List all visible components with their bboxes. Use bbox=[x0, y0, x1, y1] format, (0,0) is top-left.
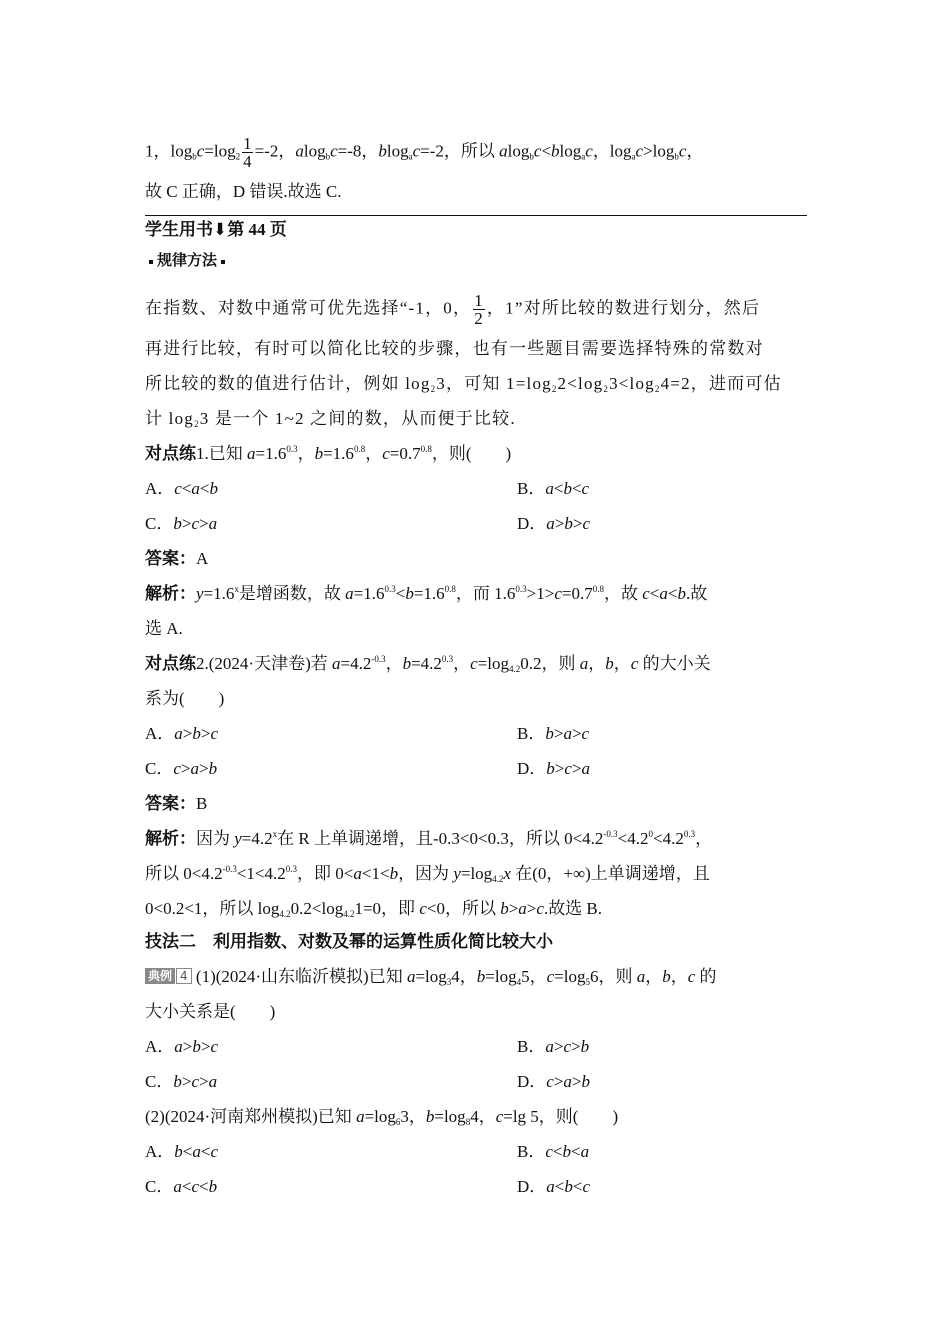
method-line1: 在指数、对数中通常可优先选择“-1，0， $\frac{1}{2}$ ，1”对所比较的数进行划分，然后 bbox=[145, 291, 761, 328]
practice1-option-d[interactable]: D．a>b>c bbox=[517, 514, 591, 533]
bullet-icon bbox=[149, 260, 153, 264]
practice2-option-c[interactable]: C．c>a>b bbox=[145, 759, 218, 778]
example4-2-option-a[interactable]: A．b<a<c bbox=[145, 1142, 219, 1161]
example4-question-line1: 典例 4 (1)(2024·山东临沂模拟)已知 $a=\log_34$，$b=\log_45$，$c=\log_56$，则 a，b，c 的 bbox=[145, 965, 717, 989]
practice1-analysis-line1: 解析：$y=1.6^x$是增函数，故 $a=1.6^{0.3}<b=1.6^{0.8}$，而 $1.6^{0.3}>1>c=0.7^{0.8}$，故 c<a<b.故 bbox=[145, 584, 708, 603]
practice2-question-line1: 对点练2.(2024·天津卷)若 $a=4.2^{-0.3}$，$b=4.2^{0.3}$，$c=\log_{4.2}0.2$，则 a，b，c 的大小关 bbox=[145, 654, 711, 674]
example4-1-option-c[interactable]: C．b>c>a bbox=[145, 1072, 218, 1091]
practice2-question-line2: 系为( ) bbox=[145, 689, 225, 708]
practice1-answer: 答案：A bbox=[145, 549, 209, 568]
practice2-analysis-line3: 0<0.2<1，所以 $\log_{4.2}0.2<\log_{4.2}1=0$，即 c<0，所以 b>a>c.故选 B. bbox=[145, 899, 603, 919]
example4-question-line2: 大小关系是( ) bbox=[145, 1002, 276, 1021]
example4-1-option-a[interactable]: A．a>b>c bbox=[145, 1037, 219, 1056]
prev-solution-line2: 故 C 正确，D 错误.故选 C. bbox=[145, 182, 342, 201]
practice2-option-d[interactable]: D．b>c>a bbox=[517, 759, 591, 778]
prev-solution-line1: 1，$\log_bc=\log_2$ $\frac{1}{4}$ =-2，alog$_b$c=-8，blog$_a$c=-2，所以 alog$_b$c<blog$_a$c，$\log_ac>\log_bc$， bbox=[145, 134, 704, 171]
section2-title: 技法二 利用指数、对数及幂的运算性质化简比较大小 bbox=[145, 932, 553, 951]
example4-1-option-b[interactable]: B．a>c>b bbox=[517, 1037, 590, 1056]
example-number: 4 bbox=[176, 968, 192, 984]
method-line2: 再进行比较，有时可以简化比较的步骤，也有一些题目需要选择特殊的常数对 bbox=[145, 339, 764, 358]
bullet-icon bbox=[221, 260, 225, 264]
practice1-analysis-line2: 选 A. bbox=[145, 619, 183, 638]
method-line4: 计 $\log_23$ 是一个 1~2 之间的数，从而便于比较. bbox=[145, 409, 516, 429]
practice2-option-a[interactable]: A．a>b>c bbox=[145, 724, 219, 743]
example4-2-option-c[interactable]: C．a<c<b bbox=[145, 1177, 218, 1196]
practice1-question: 对点练1.已知 $a=1.6^{0.3}$，$b=1.6^{0.8}$，$c=0.7^{0.8}$，则( ) bbox=[145, 444, 512, 463]
practice1-option-c[interactable]: C．b>c>a bbox=[145, 514, 218, 533]
example4-part2-question: (2)(2024·河南郑州模拟)已知 $a=\log_63$，$b=\log_84$，c=lg 5，则( ) bbox=[145, 1107, 619, 1127]
method-line3: 所比较的数的值进行估计，例如 $\log_23$，可知 $1=\log_22<\log_23<\log_24=2$，进而可估 bbox=[145, 374, 782, 394]
down-arrow-icon: ⬇ bbox=[213, 220, 228, 239]
practice2-answer: 答案：B bbox=[145, 794, 208, 813]
practice2-analysis-line1: 解析：因为 $y=4.2^x$在 R 上单调递增，且-0.3<0<0.3，所以 $0<4.2^{-0.3}<4.2^0<4.2^{0.3}$， bbox=[145, 829, 713, 848]
example4-1-option-d[interactable]: D．c>a>b bbox=[517, 1072, 591, 1091]
practice1-option-b[interactable]: B．a<b<c bbox=[517, 479, 590, 498]
practice2-analysis-line2: 所以 $0<4.2^{-0.3}<1<4.2^{0.3}$，即 0<a<1<b，因为 $y=\log_{4.2}x$ 在(0，+∞)上单调递增，且 bbox=[145, 864, 710, 884]
practice1-option-a[interactable]: A．c<a<b bbox=[145, 479, 219, 498]
example-tag-icon: 典例 bbox=[145, 968, 175, 984]
page-reference: 学生用书⬇第 44 页 bbox=[145, 220, 287, 239]
section-divider bbox=[145, 215, 807, 216]
example4-2-option-d[interactable]: D．a<b<c bbox=[517, 1177, 591, 1196]
practice2-option-b[interactable]: B．b>a>c bbox=[517, 724, 590, 743]
example4-2-option-b[interactable]: B．c<b<a bbox=[517, 1142, 590, 1161]
method-title: 规律方法 bbox=[145, 249, 229, 273]
